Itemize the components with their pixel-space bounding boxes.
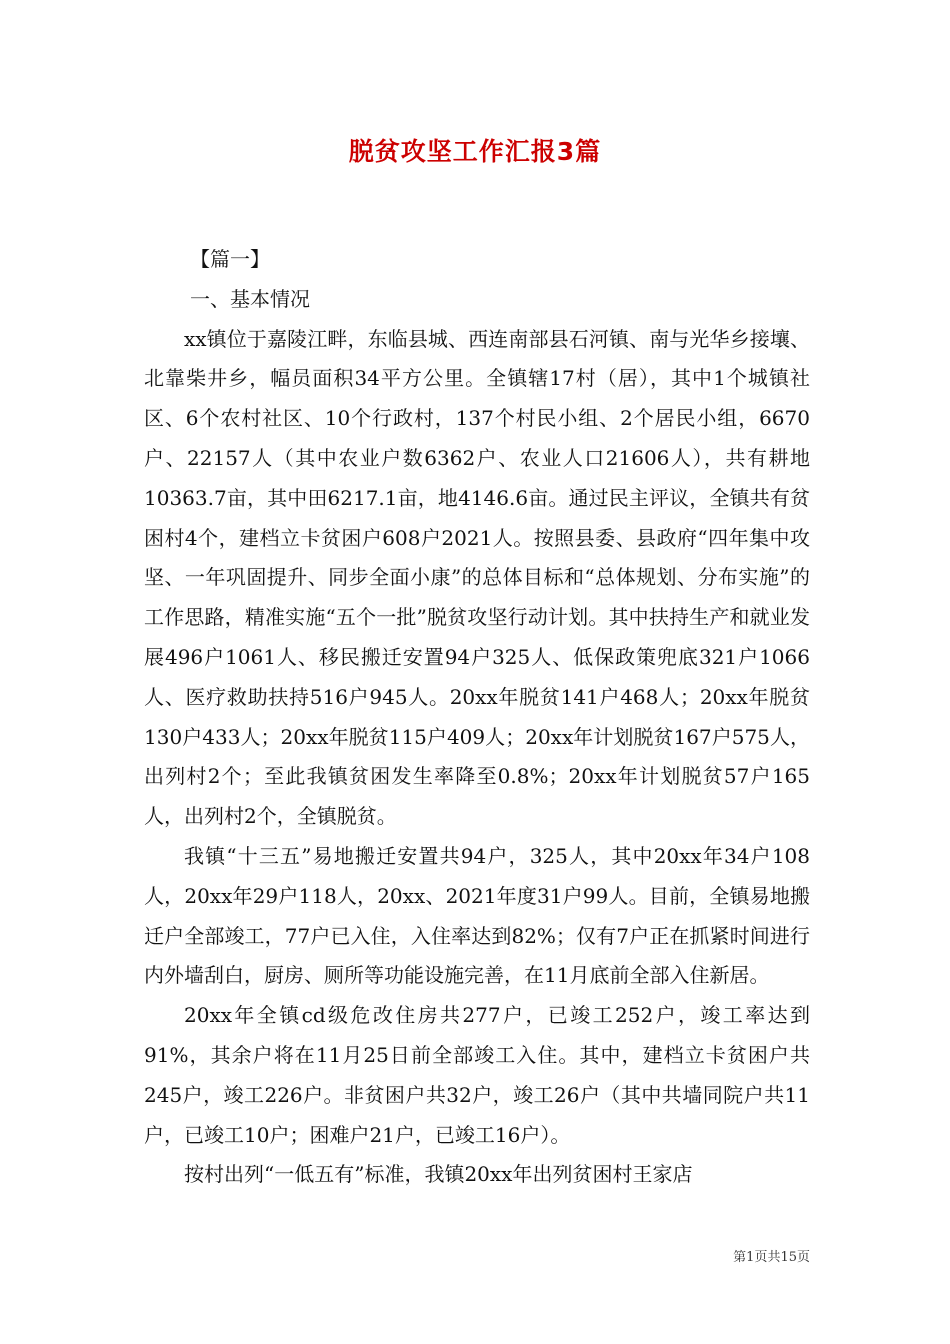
section-heading: 一、基本情况: [190, 286, 310, 311]
page-number: 第1页共15页: [733, 1250, 810, 1265]
section-tag: 【篇一】: [190, 247, 270, 271]
paragraph-basic-situation: xx镇位于嘉陵江畔，东临县城、西连南部县石河镇、南与光华乡接壤、北靠柴井乡，幅员面积34平方公里。全镇辖17村（居），其中1个城镇社区、6个农村社区、10个行政村，137个村民小组、2个居民小组，6670户、22157人（其中农业户数6362户、农业人口21606人），共有耕地10363.7亩，其中田6217.1亩，地4146.6亩。通过民主评议，全镇共有贫困村4个，建档立卡贫困户608户2021人。按照县委、县政府“四年集中攻坚、一年巩固提升、同步全面小康”的总体目标和“总体规划、分布实施”的工作思路，精准实施“五个一批”脱贫攻坚行动计划。其中扶持生产和就业发展496户1061人、移民搬迁安置94户325人、低保政策兜底321户1066人、医疗救助扶持516户945人。20xx年脱贫141户468人；20xx年脱贫130户433人；20xx年脱贫115户409人；20xx年计划脱贫167户575人，出列村2个；至此我镇贫困发生率降至0.8%；20xx年计划脱贫57户165人，出列村2个，全镇脱贫。: [144, 326, 810, 829]
paragraph-housing-renovation: 20xx年全镇cd级危改住房共277户，已竣工252户，竣工率达到91%，其余户将在11月25日前全部竣工入住。其中，建档立卡贫困户共245户，竣工226户。非贫困户共32户，竣工26户（其中共墙同院户共11户，已竣工10户；困难户21户，已竣工16户）。: [144, 1003, 810, 1147]
paragraph-village-exit: 按村出列“一低五有”标准，我镇20xx年出列贫困村王家店: [184, 1162, 693, 1187]
document-title: 脱贫攻坚工作汇报3篇: [348, 137, 602, 166]
document-body: [144, 240, 810, 1195]
paragraph-relocation: 我镇“十三五”易地搬迁安置共94户，325人，其中20xx年34户108人，20xx年29户118人，20xx、2021年度31户99人。目前，全镇易地搬迁户全部竣工，77户已入住，入住率达到82%；仅有7户正在抓紧时间进行内外墙刮白，厨房、厕所等功能设施完善，在11月底前全部入住新居。: [144, 843, 810, 988]
